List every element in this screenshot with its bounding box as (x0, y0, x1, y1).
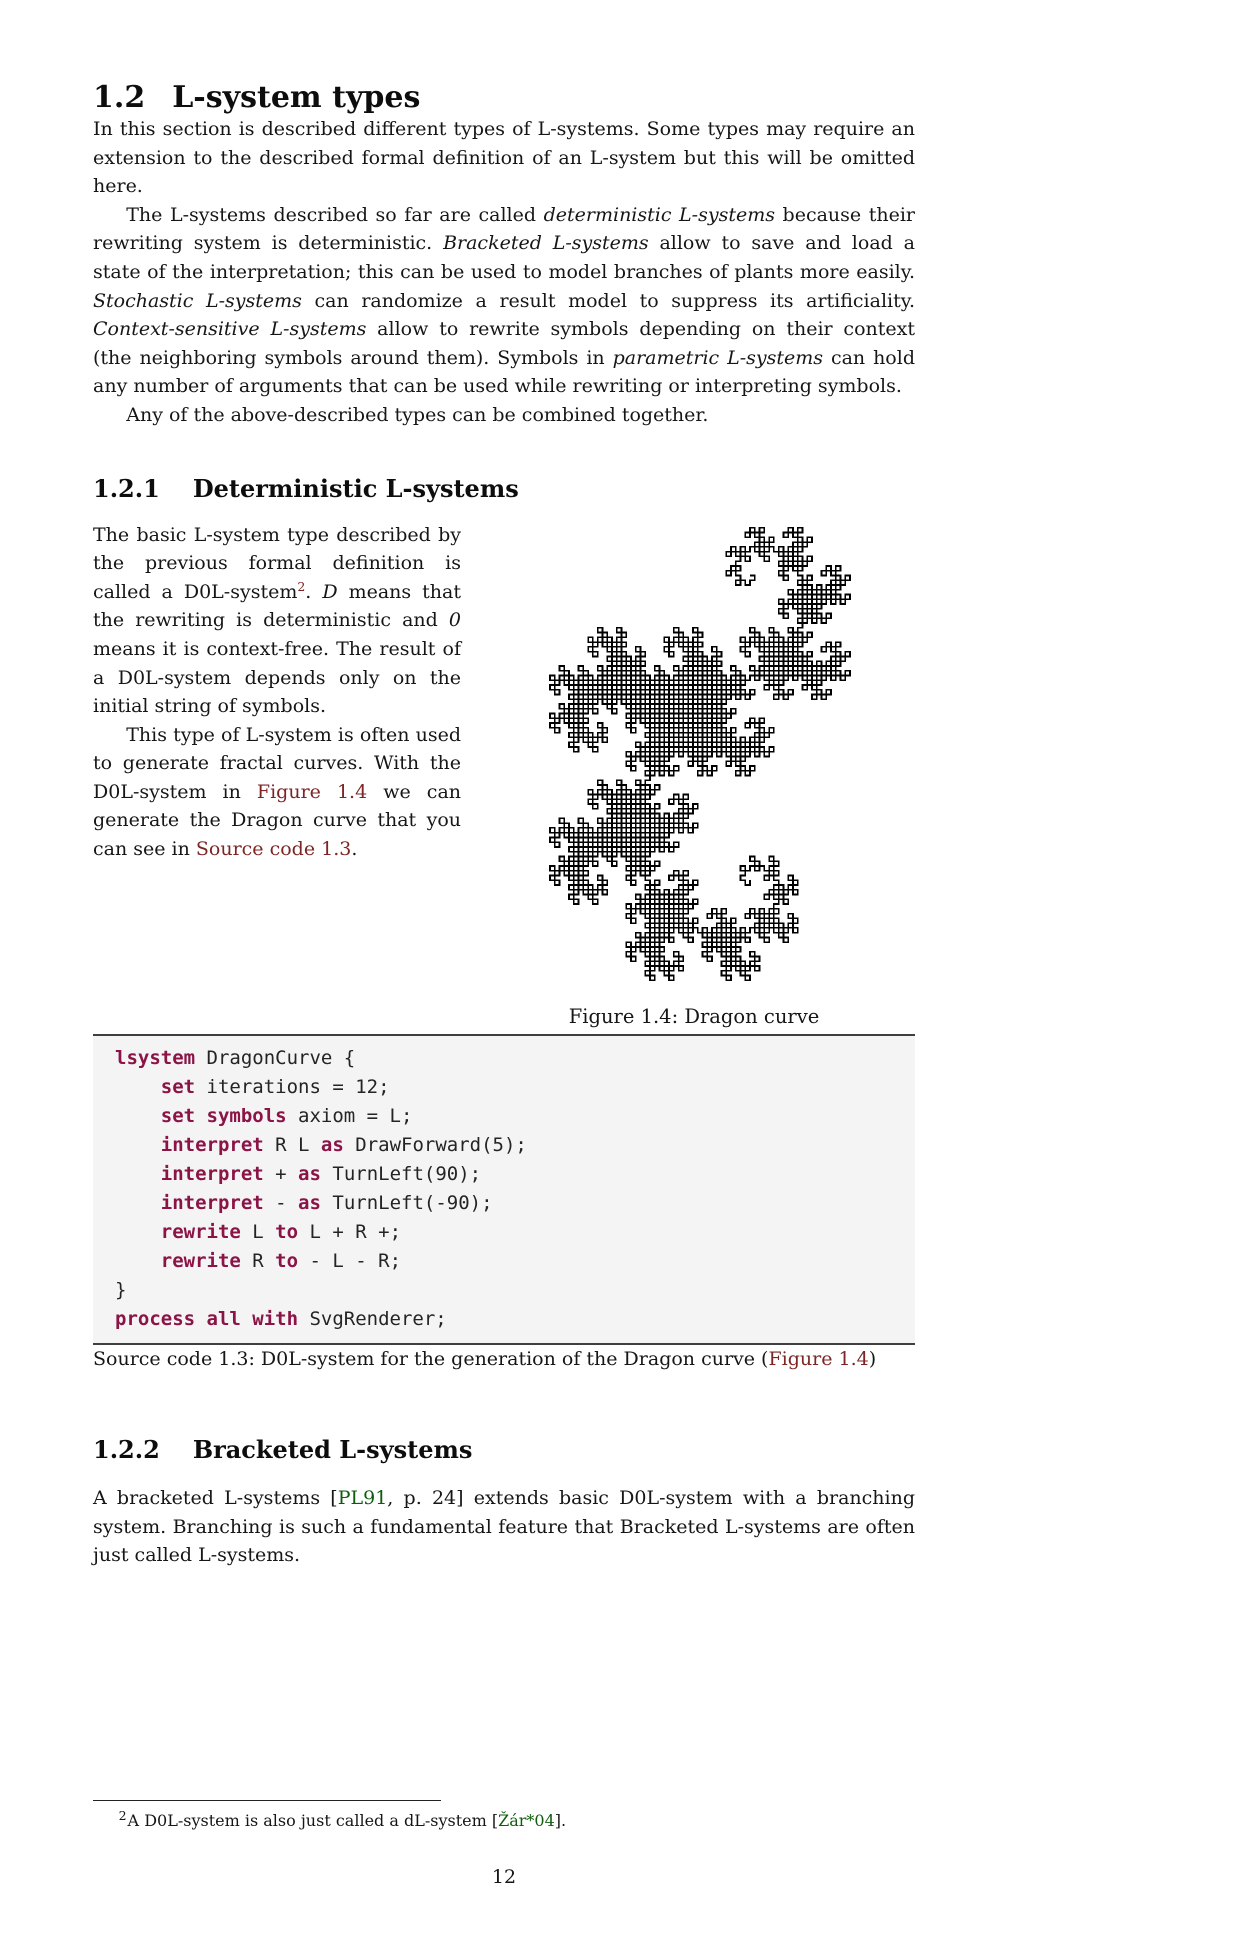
code-keyword: interpret (160, 1133, 264, 1156)
deterministic-paragraph-2: This type of L-system is often used to generate fractal curves. With the D0L-system in Figure 1.4 we can generate the Dragon curve that you can see in Source code 1.3. (93, 723, 462, 861)
figure-caption: Figure 1.4: Dragon curve (568, 1004, 820, 1028)
figure-dragon-curve (473, 523, 915, 1028)
code-keyword: lsystem (115, 1046, 196, 1069)
italic-text: Stochastic L-systems (93, 289, 302, 312)
code-keyword: rewrite (160, 1249, 241, 1272)
code-keyword: set (160, 1075, 196, 1098)
code-keyword: interpret (160, 1162, 264, 1185)
source-code-block (93, 1034, 915, 1345)
subsection-title: Deterministic L-systems (192, 473, 519, 503)
code-keyword: to (275, 1249, 299, 1272)
code-line: process all with SvgRenderer; (115, 1307, 447, 1330)
subsection-heading-deterministic (93, 474, 915, 503)
code-keyword: to (275, 1220, 299, 1243)
ref-link[interactable]: Figure 1.4 (256, 780, 368, 803)
intro-paragraph-2: The L-systems described so far are called deterministic L-systems because their rewriting system is deterministic. Bracketed L-systems allow to save and load a state of the interpretation; this can be used to model branches of plants more easily. Stochastic L-systems can randomize a result model to suppress its artificiality. Context-sensitive L-systems allow to rewrite symbols depending on their context (the neighboring symbols around them). Symbols in parametric L-systems can hold any number of arguments that can be used while rewriting or interpreting symbols. (93, 203, 915, 398)
bracketed-paragraph-1: A bracketed L-systems [PL91, p. 24] extends basic D0L-system with a branching system. Branching is such a fundamental feature that Bracketed L-systems are often just called L-systems. (93, 1487, 915, 1567)
source-code-caption: Source code 1.3: D0L-system for the generation of the Dragon curve (Figure 1.4) (93, 1347, 877, 1370)
footnote-marker-link[interactable]: 2 (297, 578, 306, 594)
ref-link[interactable]: Source code 1.3 (195, 838, 352, 861)
code-keyword: as (298, 1191, 321, 1214)
code-line: interpret R L as DrawForward(5); (160, 1133, 527, 1156)
italic-text: Bracketed L-systems (443, 232, 649, 255)
subsection-number: 1.2.2 (93, 1435, 160, 1465)
section-title: L-system types (172, 80, 421, 115)
code-line: interpret - as TurnLeft(-90); (160, 1191, 493, 1214)
intro-paragraph-3: Any of the above-described types can be combined together. (126, 403, 709, 426)
code-keyword: as (320, 1133, 344, 1156)
code-keyword: as (298, 1162, 321, 1185)
code-line: interpret + as TurnLeft(90); (160, 1162, 482, 1185)
footnote-rule (93, 1800, 441, 1801)
italic-text: 0 (448, 609, 461, 632)
section-heading (93, 0, 915, 115)
code-keyword: set symbols (160, 1104, 287, 1127)
code-line: rewrite R to - L - R; (160, 1249, 402, 1272)
footnote-text: $^2$A D0L-system is also just called a dL-system [Žár*04]. (118, 1808, 567, 1830)
page-content (93, 0, 915, 1570)
footnote-marker: 2 (118, 1808, 127, 1823)
footnote-area (93, 1800, 853, 1832)
dragon-curve-image (485, 523, 915, 985)
code-line: set iterations = 12; (160, 1075, 390, 1098)
subsection-title: Bracketed L-systems (192, 1435, 473, 1465)
ref-link[interactable]: Figure 1.4 (768, 1347, 869, 1370)
italic-text: D (322, 580, 338, 603)
citation-link[interactable]: Žár*04 (498, 1811, 555, 1830)
deterministic-paragraph-1: The basic L-system type described by the previous formal definition is called a D0L-system$^2$. D means that the rewriting is deterministic and 0 means it is context-free. The result of a D0L-system depends only on the initial string of symbols. (93, 523, 461, 718)
code-line: set symbols axiom = L; (160, 1104, 413, 1127)
intro-paragraph-1: In this section is described different types of L-systems. Some types may require an extension to the described formal definition of an L-system but this will be omitted here. (93, 118, 915, 198)
dragon-curve-path (550, 527, 850, 979)
code-line: lsystem DragonCurve { (115, 1046, 356, 1069)
page-number: 12 (491, 1866, 517, 1888)
code-keyword: interpret (160, 1191, 264, 1214)
code-line: rewrite L to L + R +; (160, 1220, 402, 1243)
code-line: } (115, 1278, 127, 1301)
code-keyword: rewrite (160, 1220, 241, 1243)
italic-text: Context-sensitive L-systems (93, 318, 367, 341)
italic-text: parametric L-systems (612, 346, 824, 369)
section-number: 1.2 (93, 80, 146, 115)
subsection-heading-bracketed (93, 1435, 915, 1464)
code-keyword: process all with (115, 1307, 299, 1330)
subsection-number: 1.2.1 (93, 473, 160, 503)
italic-text: deterministic L-systems (543, 203, 775, 226)
citation-link[interactable]: PL91 (337, 1487, 388, 1510)
